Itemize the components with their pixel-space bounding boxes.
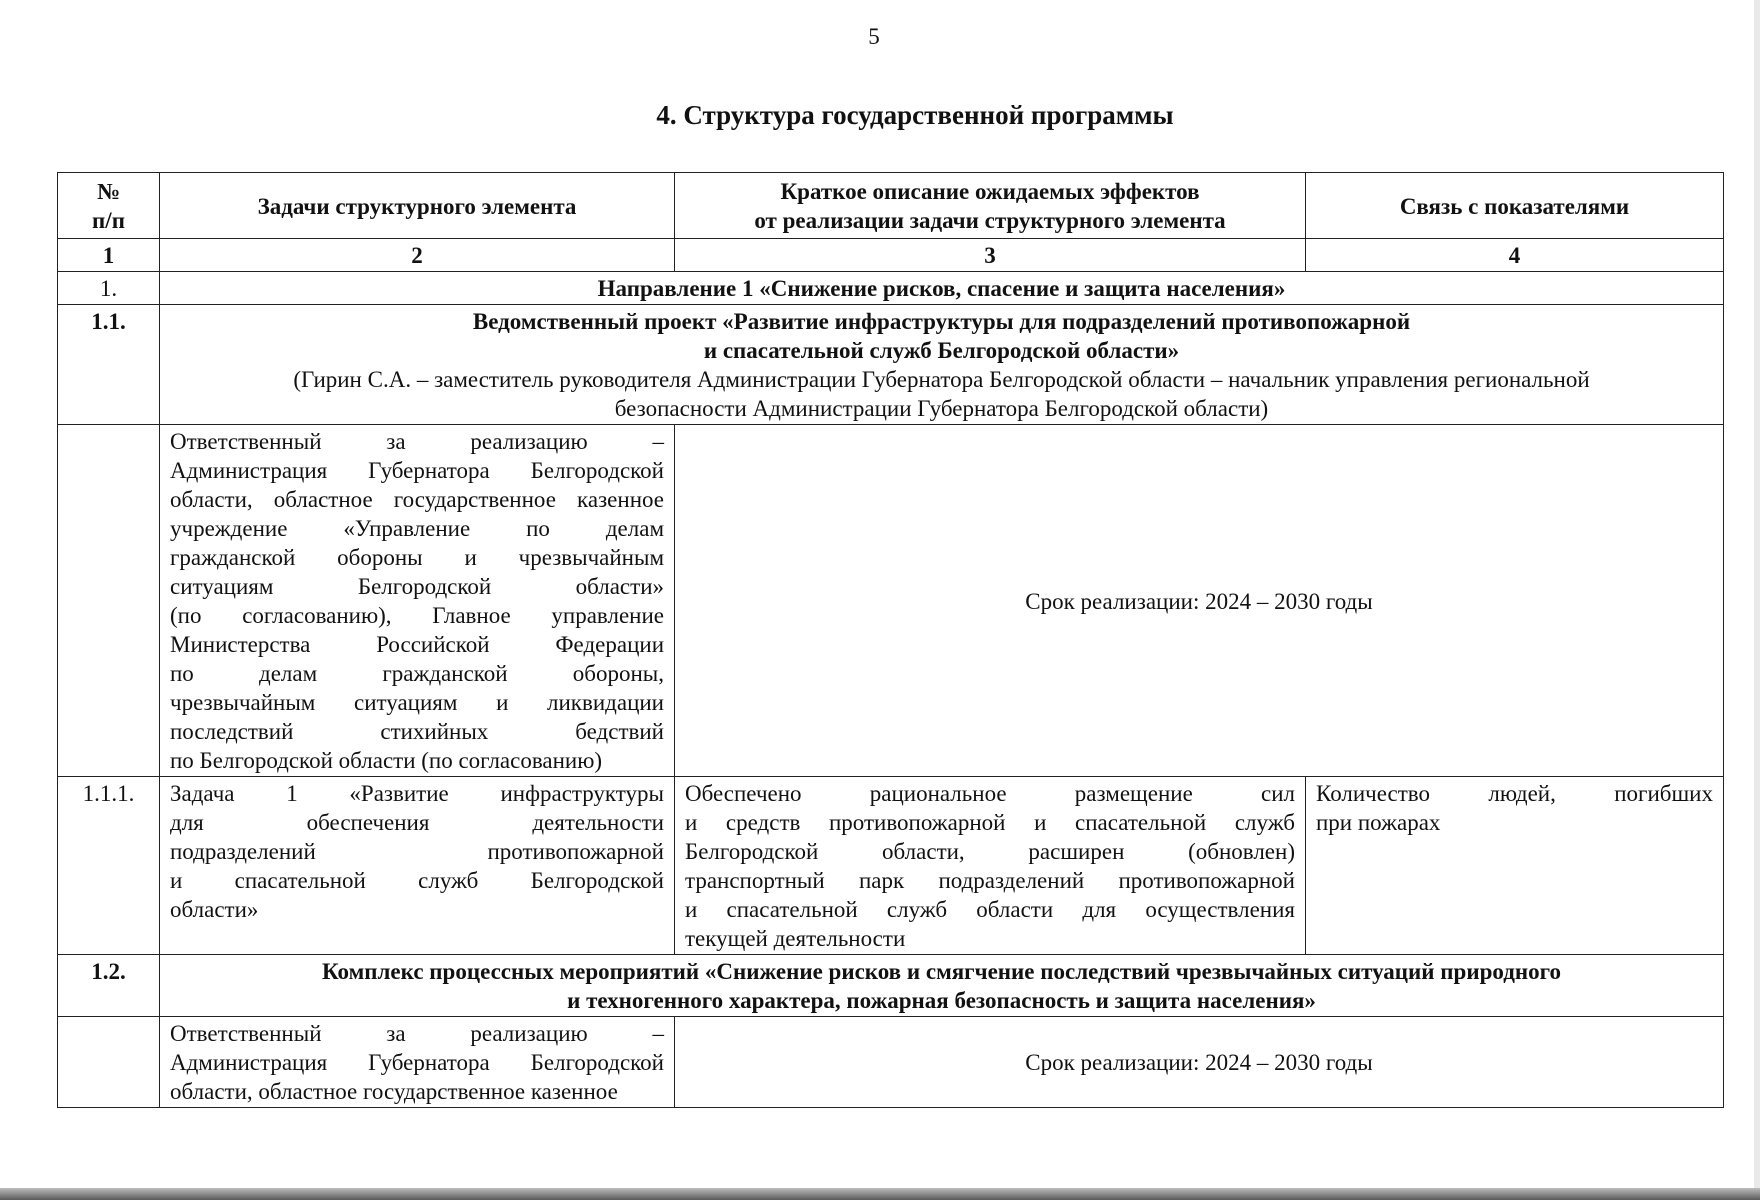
table-header-row (58, 173, 1724, 239)
scan-right-edge (1754, 0, 1760, 1200)
term-cell: Срок реализации: 2024 – 2030 годы (675, 1017, 1724, 1108)
table-row-complex-1-2-responsible (58, 1017, 1724, 1108)
task-cell: Задача 1 «Развитие инфраструктуры для обеспечения деятельности подразделений противопожарной и спасательной служб Белгородской области» (160, 777, 675, 955)
empty-number-cell (58, 1017, 160, 1108)
project-responsible-line: (Гирин С.А. – заместитель руководителя Администрации Губернатора Белгородской области – начальник управления региональной (293, 367, 1590, 392)
column-number-row (58, 239, 1724, 272)
column-number: 2 (160, 239, 675, 272)
table-row-project-1-1 (58, 305, 1724, 425)
direction-title: Направление 1 «Снижение рисков, спасение и защита населения» (160, 272, 1724, 305)
complex-title-line: Комплекс процессных мероприятий «Снижение рисков и смягчение последствий чрезвычайных ситуаций природного (322, 959, 1561, 984)
page-number: 5 (868, 24, 880, 49)
header-effects: Краткое описание ожидаемых эффектов от реализации задачи структурного элемента (675, 173, 1306, 239)
scan-bottom-edge (0, 1188, 1760, 1200)
table-row-direction-1 (58, 272, 1724, 305)
indicator-cell: Количество людей, погибших при пожарах (1306, 777, 1724, 955)
project-responsible-line: безопасности Администрации Губернатора Белгородской области) (614, 396, 1269, 421)
table-row-project-1-1-responsible (58, 425, 1724, 777)
header-indicators: Связь с показателями (1306, 173, 1724, 239)
empty-number-cell (58, 425, 160, 777)
table-row-complex-1-2 (58, 955, 1724, 1017)
row-number: 1.2. (58, 955, 160, 1017)
column-number: 4 (1306, 239, 1724, 272)
row-number: 1.1. (58, 305, 160, 425)
table-row-task-1-1-1 (58, 777, 1724, 955)
effect-cell: Обеспечено рациональное размещение сил и средств противопожарной и спасательной служб Белгородской области, расширен (обновлен) транспортный парк подразделений противопожарной и спасательной служб области для осуществления текущей деятельности (675, 777, 1306, 955)
row-number: 1. (58, 272, 160, 305)
column-number: 3 (675, 239, 1306, 272)
complex-title-line: и техногенного характера, пожарная безопасность и защита населения» (567, 988, 1316, 1013)
project-title-line: и спасательной служб Белгородской области» (703, 338, 1180, 363)
complex-title-cell (160, 955, 1724, 1017)
program-structure-table (57, 172, 1724, 1108)
header-number: № п/п (58, 173, 160, 239)
responsible-cell: Ответственный за реализацию – Администрация Губернатора Белгородской области, областное государственное казенное учреждение «Управление по делам гражданской обороны и чрезвычайным ситуациям Белгородской области» (по согласованию), Главное управление Министерства Российской Федерации по делам гражданской обороны, чрезвычайным ситуациям и ликвидации последствий стихийных бедствий по Белгородской области (по согласованию) (160, 425, 675, 777)
project-title-line: Ведомственный проект «Развитие инфраструктуры для подразделений противопожарной (472, 309, 1411, 334)
column-number: 1 (58, 239, 160, 272)
term-cell: Срок реализации: 2024 – 2030 годы (675, 425, 1724, 777)
project-title-cell (160, 305, 1724, 425)
page-title: 4. Структура государственной программы (656, 100, 1174, 130)
row-number: 1.1.1. (58, 777, 160, 955)
header-tasks: Задачи структурного элемента (160, 173, 675, 239)
responsible-cell: Ответственный за реализацию – Администрация Губернатора Белгородской области, областное государственное казенное (160, 1017, 675, 1108)
